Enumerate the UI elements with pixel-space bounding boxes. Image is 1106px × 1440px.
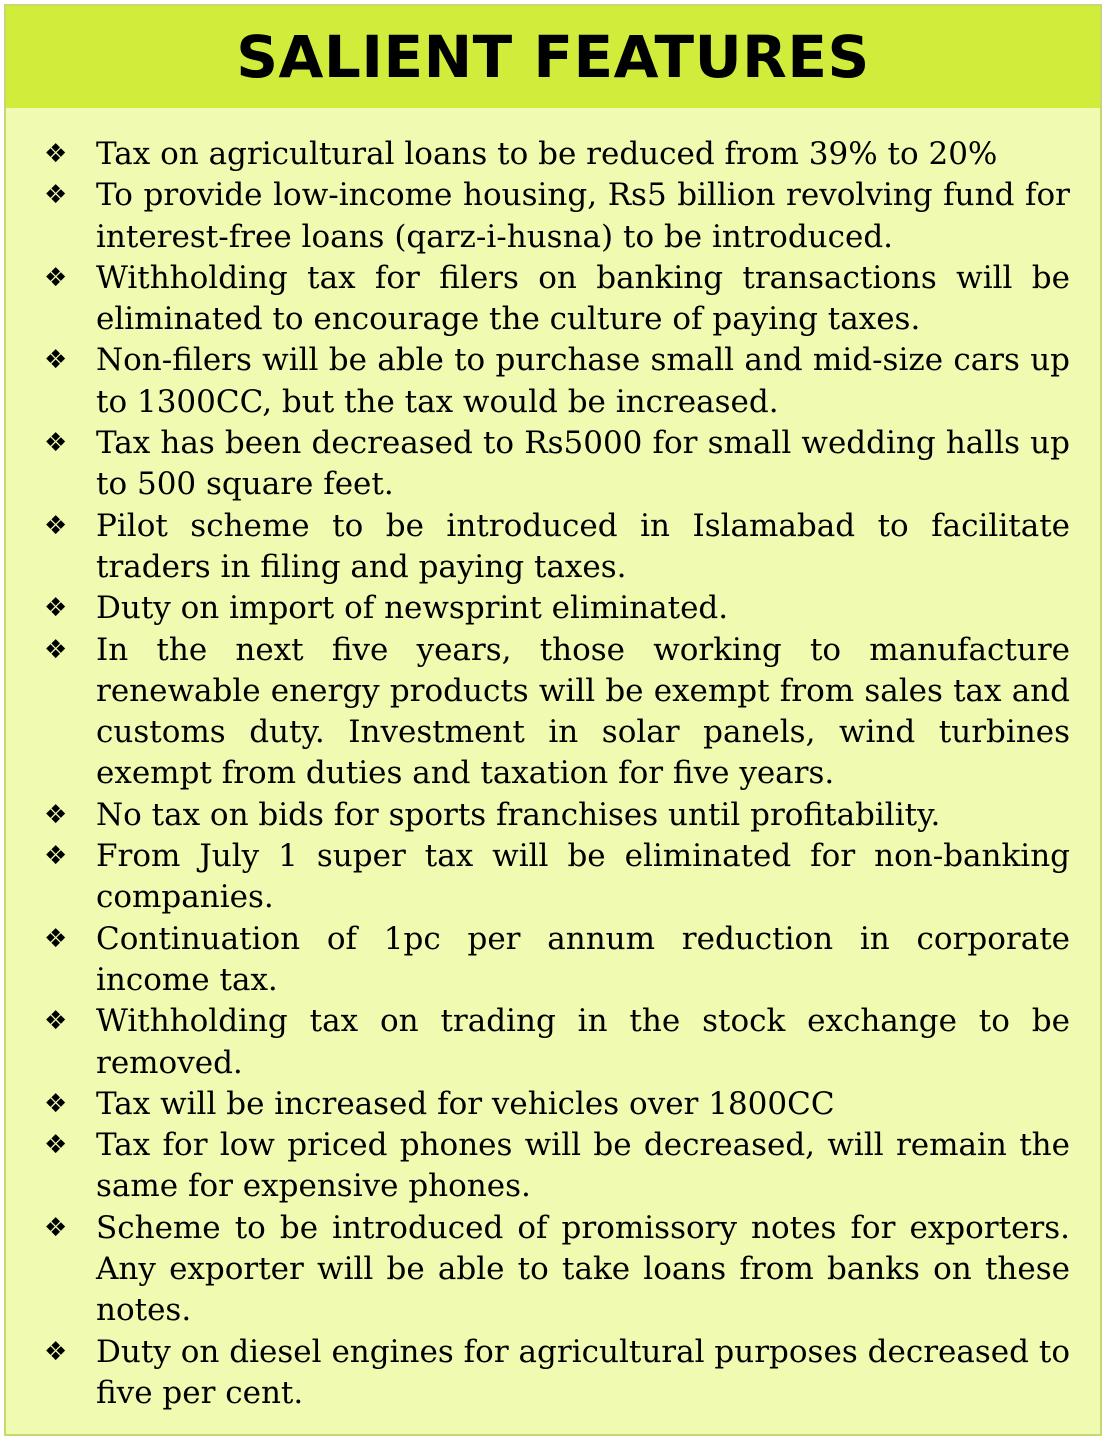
page-title: SALIENT FEATURES	[236, 23, 870, 91]
feature-item	[44, 1208, 1070, 1332]
feature-text: Pilot scheme to be introduced in Islamabad to facilitate traders in filing and paying taxes.	[96, 507, 1070, 585]
diamond-cross-icon: ❖	[44, 923, 68, 954]
diamond-cross-icon: ❖	[44, 1130, 68, 1161]
feature-text: Tax on agricultural loans to be reduced from 39% to 20%	[96, 136, 998, 172]
feature-text: Continuation of 1pc per annum reduction in corporate income tax.	[96, 920, 1070, 998]
salient-features-panel	[4, 4, 1102, 1436]
feature-text: From July 1 super tax will be eliminated for non-banking companies.	[96, 838, 1070, 916]
feature-item	[44, 1125, 1070, 1208]
diamond-cross-icon: ❖	[44, 634, 68, 665]
feature-text: Tax will be increased for vehicles over 1800CC	[96, 1085, 835, 1122]
feature-text: Withholding tax on trading in the stock exchange to be removed.	[96, 1003, 1070, 1081]
feature-item	[44, 630, 1070, 795]
feature-item	[44, 134, 1070, 175]
diamond-cross-icon: ❖	[44, 1212, 68, 1243]
diamond-cross-icon: ❖	[44, 593, 68, 624]
feature-item	[44, 258, 1070, 341]
feature-item	[44, 423, 1070, 506]
diamond-cross-icon: ❖	[44, 1006, 68, 1037]
feature-item	[44, 588, 1070, 629]
feature-text: Scheme to be introduced of promissory notes for exporters. Any exporter will be able to take loans from banks on these notes.	[96, 1209, 1070, 1329]
title-bar	[6, 6, 1100, 108]
diamond-cross-icon: ❖	[44, 345, 68, 376]
feature-item	[44, 919, 1070, 1002]
feature-text: In the next five years, those working to manufacture renewable energy products will be exempt from sales tax and customs duty. Investment in solar panels, wind turbines exempt from duties and taxation for five years.	[96, 631, 1070, 792]
feature-text: To provide low-income housing, Rs5 billion revolving fund for interest-free loans (qarz-i-husna) to be introduced.	[96, 177, 1070, 255]
diamond-cross-icon: ❖	[44, 510, 68, 541]
feature-text: Tax has been decreased to Rs5000 for small wedding halls up to 500 square feet.	[96, 425, 1070, 503]
feature-text: No tax on bids for sports franchises until profitability.	[96, 796, 941, 833]
diamond-cross-icon: ❖	[44, 139, 68, 169]
diamond-cross-icon: ❖	[44, 262, 68, 293]
diamond-cross-icon: ❖	[44, 841, 68, 872]
features-list	[6, 108, 1100, 1414]
feature-item	[44, 1001, 1070, 1084]
feature-item	[44, 175, 1070, 258]
diamond-cross-icon: ❖	[44, 1088, 68, 1119]
feature-text: Duty on diesel engines for agricultural purposes decreased to five per cent.	[96, 1333, 1070, 1411]
feature-item	[44, 1084, 1070, 1125]
diamond-cross-icon: ❖	[44, 799, 68, 830]
feature-item	[44, 506, 1070, 589]
feature-text: Duty on import of newsprint eliminated.	[96, 590, 729, 627]
diamond-cross-icon: ❖	[44, 180, 68, 211]
feature-item	[44, 340, 1070, 423]
feature-item	[44, 1332, 1070, 1415]
feature-item	[44, 795, 1070, 836]
feature-text: Withholding tax for filers on banking transactions will be eliminated to encourage the culture of paying taxes.	[96, 259, 1070, 338]
diamond-cross-icon: ❖	[44, 1336, 68, 1367]
diamond-cross-icon: ❖	[44, 428, 68, 459]
feature-text: Tax for low priced phones will be decreased, will remain the same for expensive phones.	[96, 1127, 1070, 1205]
feature-item	[44, 836, 1070, 919]
feature-text: Non-filers will be able to purchase small and mid-size cars up to 1300CC, but the tax would be increased.	[96, 342, 1070, 420]
